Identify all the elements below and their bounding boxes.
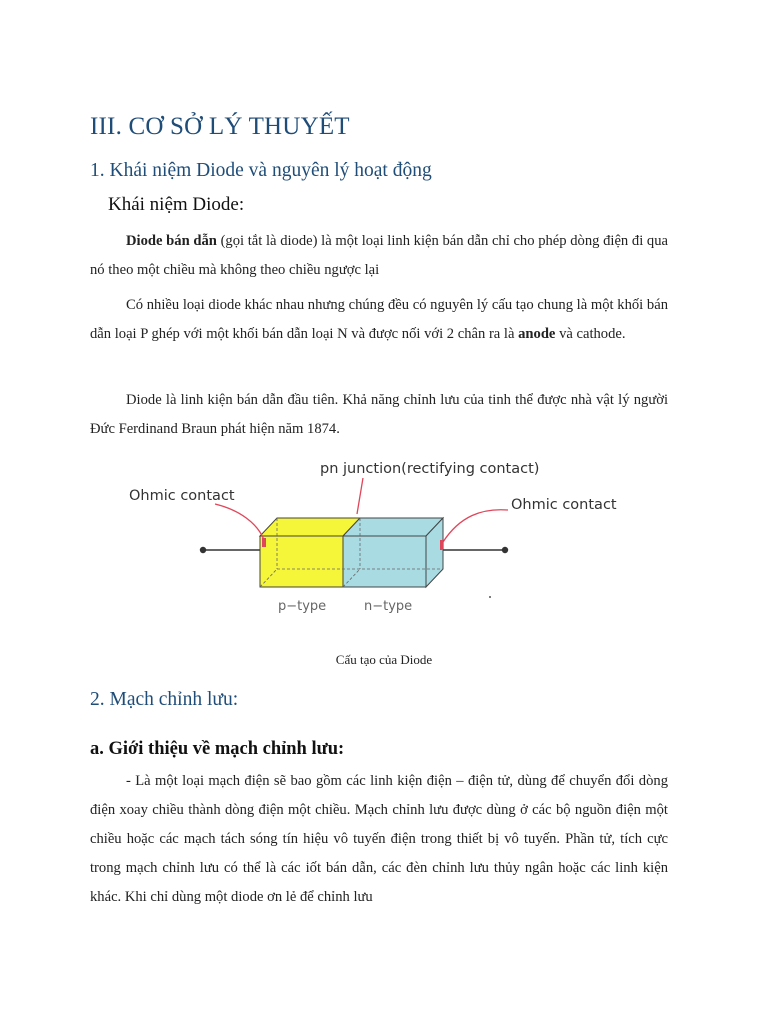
paragraph-text: Có nhiều loại diode khác nhau nhưng chúng đều có nguyên lý cấu tạo chung là một khối bán dẫn loại P ghép với một khối bán dẫn loại N và được nối với 2 chân ra là (90, 297, 668, 342)
left-terminal-dot (200, 547, 206, 553)
paragraph-text: và cathode. (555, 326, 626, 342)
paragraph-diode-history (90, 386, 668, 444)
right-contact-mark (440, 540, 443, 550)
paragraph-text: Diode là linh kiện bán dẫn đầu tiên. Khả năng chỉnh lưu của tinh thể được nhà vật lý người Đức Ferdinand Braun phát hiện năm 1874. (90, 392, 668, 437)
label-pn-junction: pn junction(rectifying contact) (320, 461, 540, 477)
p-block-front (260, 536, 343, 587)
rectifier-intro-heading: a. Giới thiệu về mạch chỉnh lưu: (90, 739, 345, 759)
label-p-type: p−type (278, 599, 327, 614)
paragraph-diode-definition (90, 227, 668, 285)
section-heading: III. CƠ SỞ LÝ THUYẾT (90, 113, 350, 140)
diode-structure-figure (120, 452, 640, 630)
subsection-heading-rectifier: 2. Mạch chỉnh lưu: (90, 689, 239, 710)
label-ohmic-right: Ohmic contact (511, 497, 617, 513)
concept-heading: Khái niệm Diode: (108, 194, 245, 215)
pointer-pn-junction (357, 478, 363, 514)
figure-caption: Cấu tạo của Diode (335, 652, 433, 667)
paragraph-rectifier-intro (90, 767, 668, 912)
pointer-ohmic-right (443, 510, 508, 542)
bold-term: anode (518, 326, 556, 342)
label-ohmic-left: Ohmic contact (129, 488, 235, 504)
pointer-ohmic-left (215, 504, 264, 540)
n-block-front (343, 536, 426, 587)
paragraph-diode-structure (90, 291, 668, 349)
label-n-type: n−type (364, 599, 413, 614)
bold-term: Diode bán dẫn (126, 233, 217, 249)
paragraph-text: - Là một loại mạch điện sẽ bao gồm các linh kiện điện – điện tử, dùng để chuyển đổi dòng điện xoay chiều thành dòng điện một chiều. Mạch chỉnh lưu được dùng ở các bộ nguồn điện một chiều hoặc các mạch tách sóng tín hiệu vô tuyến điện trong thiết bị vô tuyến. Phần tử, tích cực trong mạch chỉnh lưu có thể là các iốt bán dẫn, các đèn chỉnh lưu thủy ngân hoặc các linh kiện khác. Khi chỉ dùng một diode ơn lẻ để chỉnh lưu (90, 773, 668, 905)
subsection-heading-diode: 1. Khái niệm Diode và nguyên lý hoạt động (90, 160, 432, 181)
paragraph-text: (gọi tắt là diode) là một loại linh kiện bán dẫn chỉ cho phép dòng điện đi qua nó theo một chiều mà không theo chiều ngược lại (90, 233, 668, 278)
right-terminal-dot (502, 547, 508, 553)
stray-dot (489, 596, 491, 598)
